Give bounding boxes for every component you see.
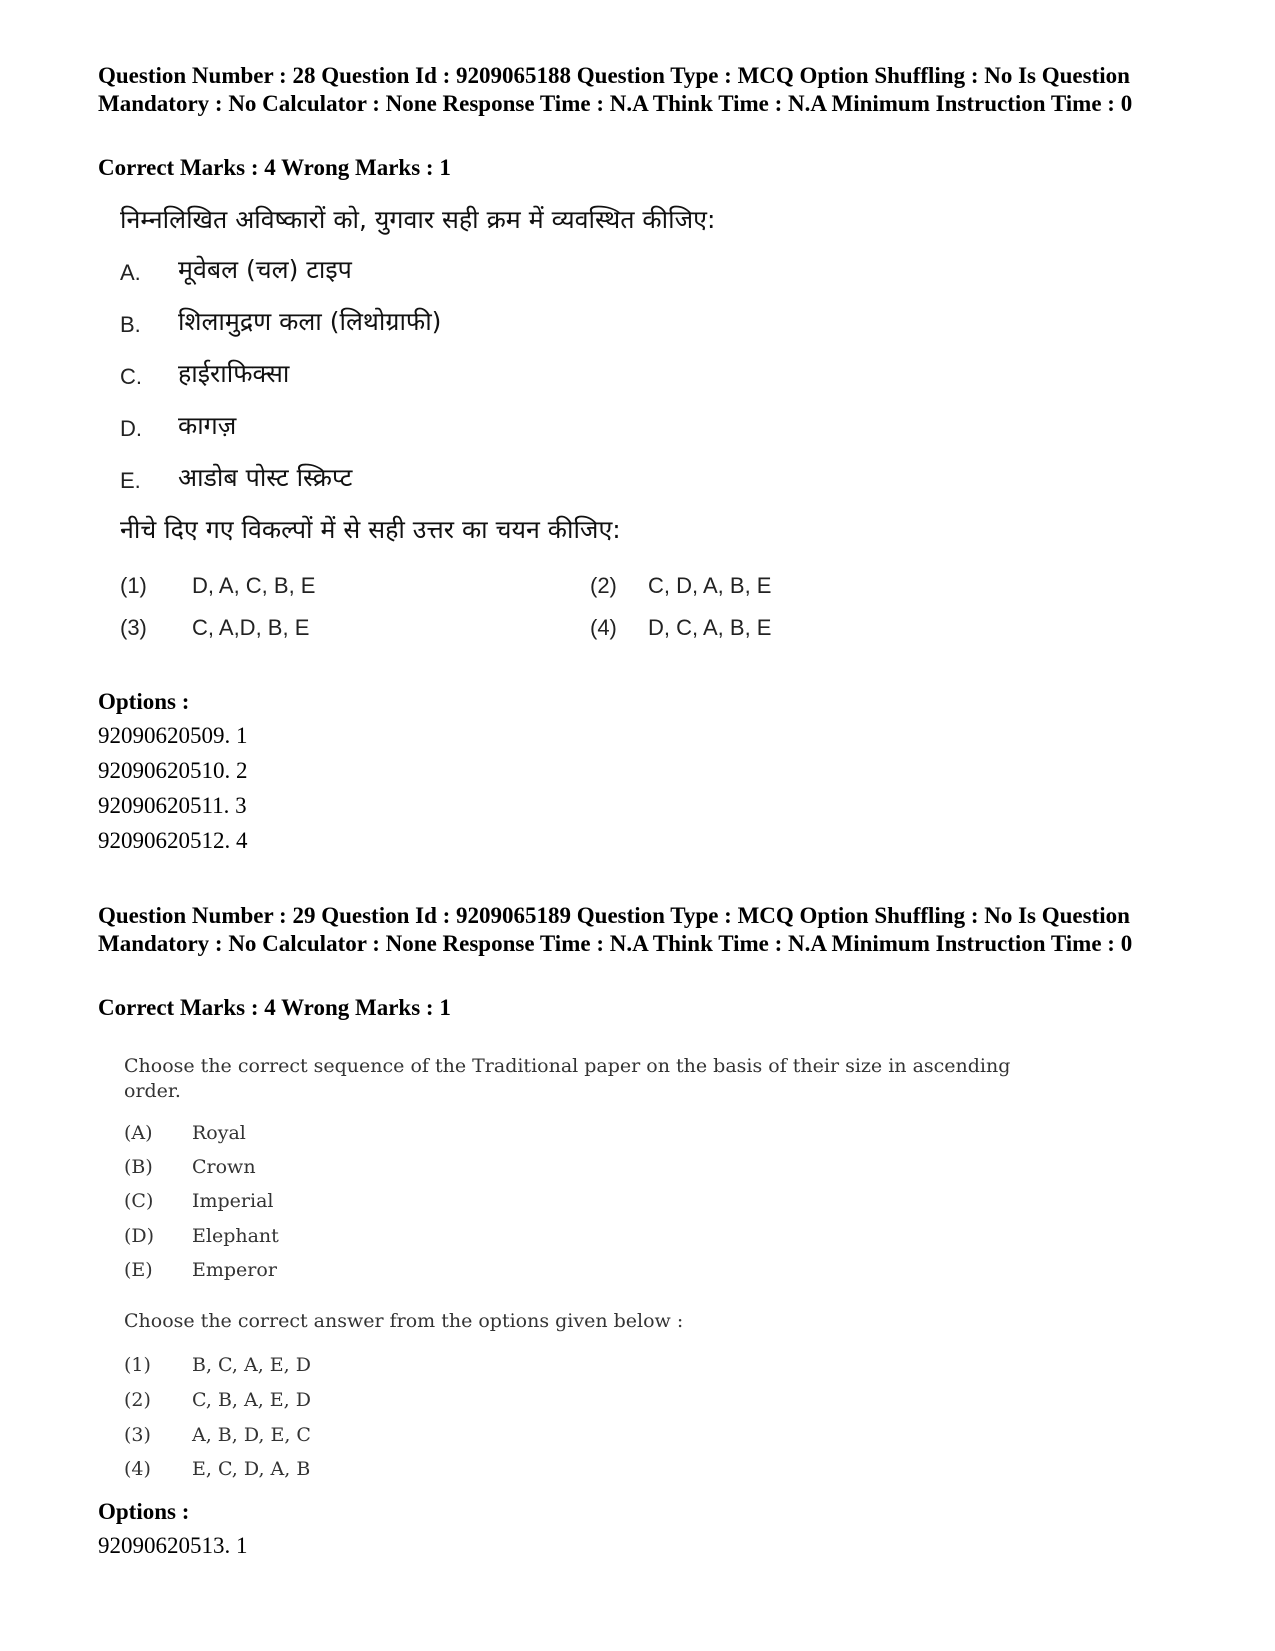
q28-choice-text-1: D, A, C, B, E xyxy=(192,573,316,598)
q29-item-text-a: Royal xyxy=(192,1122,246,1144)
q29-item-letter-a: (A) xyxy=(124,1122,153,1144)
q28-option-2: 92090620510. 2 xyxy=(98,758,248,783)
q28-item-letter-a: A. xyxy=(120,260,141,285)
q29-choice-text-1: B, C, A, E, D xyxy=(192,1354,311,1376)
q29-choice-text-3: A, B, D, E, C xyxy=(192,1424,311,1446)
q29-choice-num-2: (2) xyxy=(124,1389,151,1411)
q28-stem: निम्नलिखित अविष्कारों को, युगवार सही क्रम में व्यवस्थित कीजिए: xyxy=(120,205,716,234)
q29-item-text-d: Elephant xyxy=(192,1225,279,1247)
q28-choice-num-1: (1) xyxy=(120,573,147,598)
q28-choice-text-4: D, C, A, B, E xyxy=(648,615,772,640)
q28-choice-num-2: (2) xyxy=(590,573,617,598)
q29-item-letter-b: (B) xyxy=(124,1156,153,1178)
q29-marks: Correct Marks : 4 Wrong Marks : 1 xyxy=(98,995,451,1020)
q28-item-text-c: हाईराफिक्सा xyxy=(178,359,290,388)
q29-choice-num-3: (3) xyxy=(124,1424,151,1446)
q28-choice-text-2: C, D, A, B, E xyxy=(648,573,772,598)
q29-choice-text-2: C, B, A, E, D xyxy=(192,1389,311,1411)
q28-option-1: 92090620509. 1 xyxy=(98,723,248,748)
q29-stem: Choose the correct sequence of the Traditional paper on the basis of their size in ascending order. xyxy=(124,1055,1011,1102)
q28-choice-num-3: (3) xyxy=(120,615,147,640)
q28-item-text-b: शिलामुद्रण कला (लिथोग्राफी) xyxy=(178,307,442,336)
q28-item-letter-d: D. xyxy=(120,416,142,441)
q29-item-text-c: Imperial xyxy=(192,1190,274,1212)
q29-meta: Question Number : 29 Question Id : 9209065189 Question Type : MCQ Option Shuffling : No Is Question Mandatory : No Calculator : None Response Time : N.A Think Time : N.A Minimum Instruction Time : 0 xyxy=(98,903,1133,956)
q29-options-label: Options : xyxy=(98,1499,190,1524)
q28-option-4: 92090620512. 4 xyxy=(98,828,248,853)
q29-choice-num-4: (4) xyxy=(124,1458,151,1480)
q29-item-text-e: Emperor xyxy=(192,1259,277,1281)
q28-option-3: 92090620511. 3 xyxy=(98,793,247,818)
q28-item-text-a: मूवेबल (चल) टाइप xyxy=(178,255,352,284)
q28-item-letter-e: E. xyxy=(120,468,141,493)
q28-item-text-e: आडोब पोस्ट स्क्रिप्ट xyxy=(178,463,353,492)
q28-choice-num-4: (4) xyxy=(590,615,617,640)
q29-choice-num-1: (1) xyxy=(124,1354,151,1376)
q28-meta: Question Number : 28 Question Id : 9209065188 Question Type : MCQ Option Shuffling : No Is Question Mandatory : No Calculator : None Response Time : N.A Think Time : N.A Minimum Instruction Time : 0 xyxy=(98,63,1133,116)
q28-item-letter-b: B. xyxy=(120,312,141,337)
q28-item-letter-c: C. xyxy=(120,364,142,389)
q29-choice-text-4: E, C, D, A, B xyxy=(192,1458,311,1480)
q29-item-letter-d: (D) xyxy=(124,1225,155,1247)
q29-instruction: Choose the correct answer from the options given below : xyxy=(124,1310,684,1332)
q29-item-letter-e: (E) xyxy=(124,1259,153,1281)
q29-item-text-b: Crown xyxy=(192,1156,256,1178)
q29-option-1: 92090620513. 1 xyxy=(98,1533,248,1558)
q28-choice-text-3: C, A,D, B, E xyxy=(192,615,310,640)
q28-options-label: Options : xyxy=(98,689,190,714)
q29-item-letter-c: (C) xyxy=(124,1190,154,1212)
q28-marks: Correct Marks : 4 Wrong Marks : 1 xyxy=(98,155,451,180)
q28-item-text-d: कागज़ xyxy=(178,411,237,440)
q28-instruction: नीचे दिए गए विकल्पों में से सही उत्तर का चयन कीजिए: xyxy=(120,515,621,544)
